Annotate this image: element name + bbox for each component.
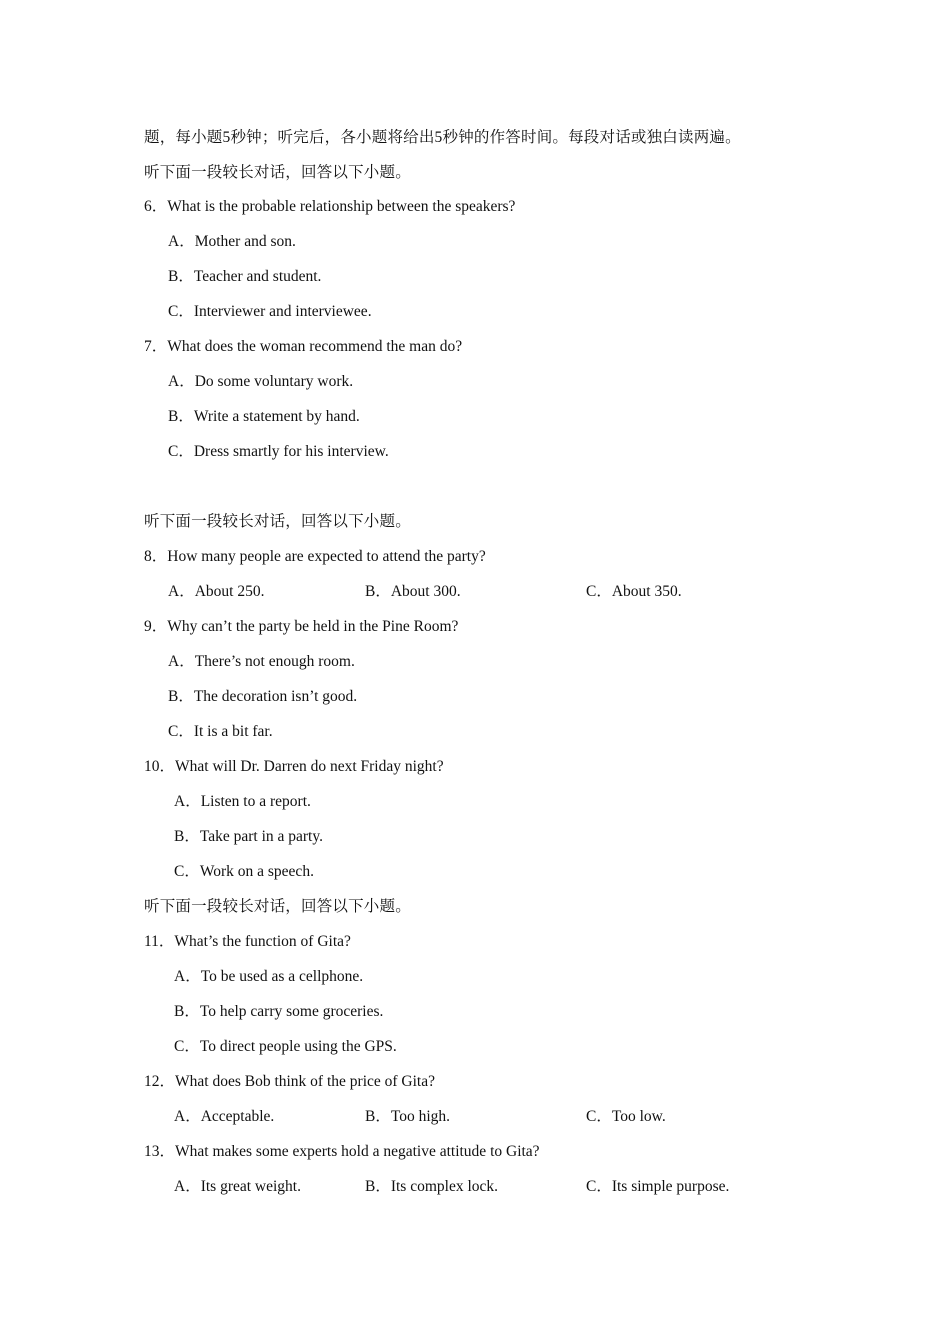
question-7-option-c: C．Dress smartly for his interview. — [168, 443, 389, 460]
question-12-option-a: A．Acceptable. — [174, 1108, 275, 1125]
question-8-option-a: A．About 250. — [168, 583, 265, 600]
question-10-option-b: B．Take part in a party. — [174, 828, 323, 845]
section-heading-3: 听下面一段较长对话，回答以下小题。 — [144, 898, 411, 915]
question-12-option-c: C．Too low. — [586, 1108, 666, 1125]
question-12-stem: 12．What does Bob think of the price of Gita? — [144, 1073, 435, 1090]
question-6-option-b: B．Teacher and student. — [168, 268, 322, 285]
question-9-stem: 9．Why can’t the party be held in the Pine Room? — [144, 618, 459, 635]
question-9-option-a: A．There’s not enough room. — [168, 653, 355, 670]
question-7-stem: 7．What does the woman recommend the man do? — [144, 338, 463, 355]
question-11-option-a: A．To be used as a cellphone. — [174, 968, 364, 985]
question-6-option-a: A．Mother and son. — [168, 233, 296, 250]
question-8-option-c: C．About 350. — [586, 583, 682, 600]
question-13-option-c: C．Its simple purpose. — [586, 1178, 730, 1195]
question-6-stem: 6．What is the probable relationship between the speakers? — [144, 198, 516, 215]
question-10-option-c: C．Work on a speech. — [174, 863, 314, 880]
question-8-stem: 8．How many people are expected to attend the party? — [144, 548, 486, 565]
question-11-stem: 11．What’s the function of Gita? — [144, 933, 351, 950]
question-13-option-b: B．Its complex lock. — [365, 1178, 499, 1195]
section-heading-1: 听下面一段较长对话，回答以下小题。 — [144, 164, 411, 181]
question-13-stem: 13．What makes some experts hold a negative attitude to Gita? — [144, 1143, 540, 1160]
question-10-stem: 10．What will Dr. Darren do next Friday night? — [144, 758, 444, 775]
section-heading-2: 听下面一段较长对话，回答以下小题。 — [144, 513, 411, 530]
intro-text: 题，每小题5秒钟；听完后，各小题将给出5秒钟的作答时间。每段对话或独白读两遍。 — [144, 129, 741, 146]
question-13-option-a: A．Its great weight. — [174, 1178, 301, 1195]
question-12-option-b: B．Too high. — [365, 1108, 451, 1125]
question-11-option-c: C．To direct people using the GPS. — [174, 1038, 397, 1055]
question-8-option-b: B．About 300. — [365, 583, 461, 600]
question-6-option-c: C．Interviewer and interviewee. — [168, 303, 372, 320]
question-9-option-c: C．It is a bit far. — [168, 723, 273, 740]
question-7-option-a: A．Do some voluntary work. — [168, 373, 354, 390]
question-7-option-b: B．Write a statement by hand. — [168, 408, 360, 425]
question-11-option-b: B．To help carry some groceries. — [174, 1003, 384, 1020]
question-10-option-a: A．Listen to a report. — [174, 793, 311, 810]
question-9-option-b: B．The decoration isn’t good. — [168, 688, 358, 705]
